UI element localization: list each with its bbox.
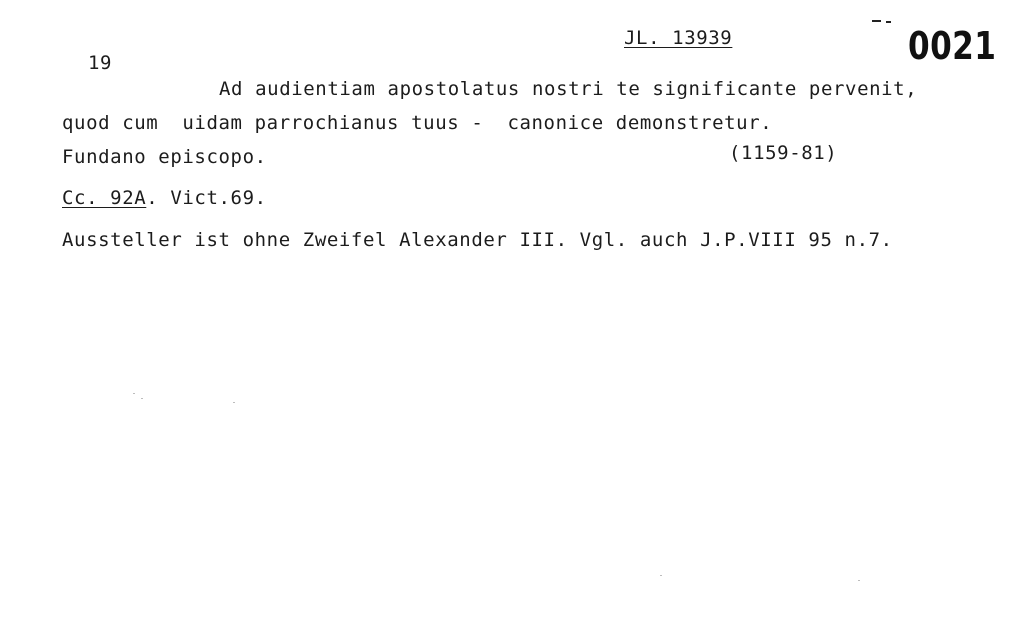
paper-speck [133, 393, 135, 394]
source-line [62, 189, 267, 208]
paper-speck [141, 398, 143, 399]
stamp-mark [872, 20, 881, 22]
stamp-mark [886, 21, 891, 23]
incipit-line-1: Ad audientiam apostolatus nostri te significante pervenit, [219, 78, 918, 100]
editorial-note: Aussteller ist ohne Zweifel Alexander III. Vgl. auch J.P.VIII 95 n.7. [62, 229, 893, 251]
recipient: Fundano episcopo. [62, 146, 267, 168]
jaffe-reference: JL. 13939 [624, 27, 733, 49]
incipit-line-2: quod cum uidam parrochianus tuus - canonice demonstretur. [62, 112, 773, 134]
card-stamp-number: 0021 [908, 24, 997, 68]
source-citation: Cc. 92A [62, 187, 147, 209]
source-citation-rest: . Vict.69. [146, 187, 267, 209]
card-number: 19 [88, 52, 113, 74]
paper-speck [233, 402, 235, 403]
date-range: (1159-81) [729, 142, 838, 164]
paper-speck [858, 580, 860, 581]
paper-speck [660, 575, 662, 576]
